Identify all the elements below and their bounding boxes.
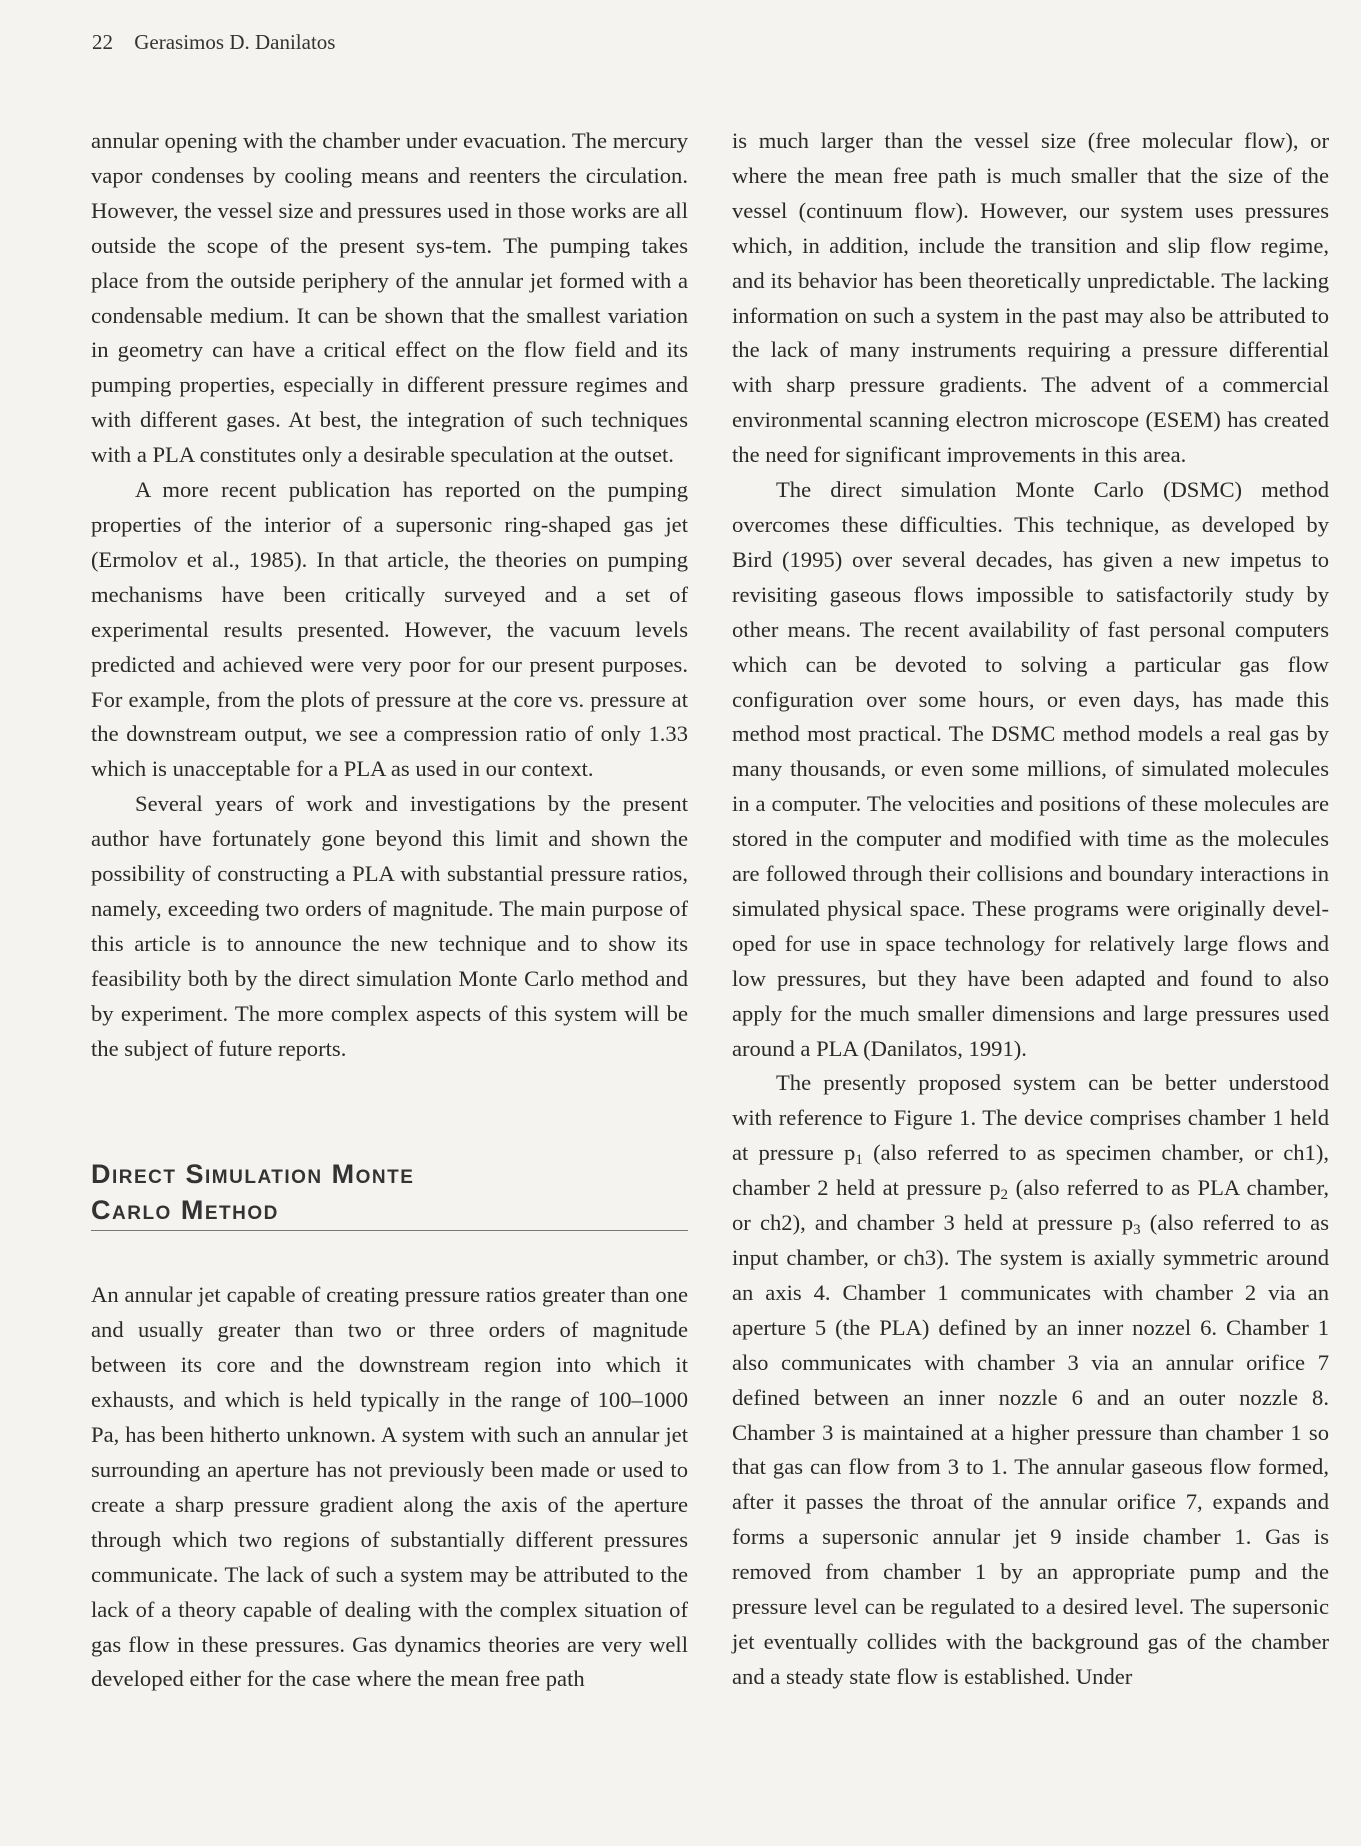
text-run: The presently proposed system can be better understood with reference to Figure 1. The device comprises chamber 1 held at pressure p: [732, 1070, 1329, 1166]
subscript: 3: [1133, 1222, 1141, 1239]
left-column: [91, 124, 688, 1697]
running-head: [92, 30, 335, 55]
paragraph: A more recent publication has reported on the pumping properties of the interior of a supersonic ring-shaped gas jet (Ermolov et al., 1985). In that article, the theories on pumping mechanisms have been critically surveyed and a set of experimental results presented. However, the vacuum levels predicted and achieved were very poor for our present purposes. For example, from the plots of pressure at the core vs. pressure at the downstream output, we see a compression ratio of only 1.33 which is unacceptable for a PLA as used in our context.: [91, 477, 688, 782]
running-head-author: Gerasimos D. Danilatos: [134, 30, 336, 54]
text-run: (also referred to as PLA chamber, or ch2), and chamber 3 held at pressure p: [732, 1175, 1330, 1236]
subscript: 1: [855, 1152, 863, 1169]
text-run: (also referred to as input chamber, or ch3). The system is axially symmetric around an axis 4. Chamber 1 communicates with chamber 2 via an aperture 5 (the PLA) defined by an inner nozzel 6. Chamber 1 also communicates with chamber 3 via an annular orifice 7 defined between an inner nozzle 6 and an outer nozzle 8. Chamber 3 is maintained at a higher pressure than chamber 1 so that gas can flow from 3 to 1. The annular gaseous flow formed, after it passes the throat of the annular orifice 7, expands and forms a supersonic annular jet 9 inside chamber 1. Gas is removed from chamber 1 by an appropriate pump and the pressure level can be regulated to a desired level. The supersonic jet eventually collides with the background gas of the chamber and a steady state flow is established. Under: [732, 1210, 1329, 1689]
section-heading: [91, 1156, 688, 1231]
subscript: 2: [1000, 1187, 1009, 1204]
paragraph-with-subscripts: [732, 1066, 1329, 1694]
page-number: 22: [92, 30, 113, 54]
paragraph: The direct simulation Monte Carlo (DSMC) method overcomes these difficulties. This technique, as developed by Bird (1995) over several decades, has given a new impetus to revisiting gaseous flows impossible to satisfactorily study by other means. The recent availability of fast personal computers which can be devoted to solving a particular gas flow configuration over some hours, or even days, has made this method most practical. The DSMC method models a real gas by many thousands, or even some millions, of simulated molecules in a computer. The velocities and positions of these molecules are stored in the computer and modified with time as the molecules are followed through their collisions and boundary interactions in simulated physical space. These programs were originally developed for use in space technology for relatively large flows and low pressures, but they have been adapted and found to also apply for the much smaller dimensions and large pressures used around a PLA (Danilatos, 1991).: [732, 477, 1329, 1061]
section-heading-line: Carlo Method: [91, 1195, 279, 1226]
paragraph: is much larger than the vessel size (free molecular flow), or where the mean free path is much smaller that the size of the vessel (continuum flow). However, our system uses pressures which, in addition, include the transition and slip flow regime, and its behavior has been theoretically unpredictable. The lacking information on such a system in the past may also be attributed to the lack of many instruments requiring a pressure differential with sharp pressure gradients. The advent of a commercial environmental scanning electron microscope (ESEM) has created the need for significant improvements in this area.: [732, 128, 1329, 468]
paragraph: annular opening with the chamber under evacuation. The mercury vapor condenses by cooling means and reenters the circulation. However, the vessel size and pressures used in those works are all outside the scope of the present sys-tem. The pumping takes place from the outside periphery of the annular jet formed with a condensable medium. It can be shown that the smallest variation in geometry can have a critical effect on the flow field and its pumping properties, especially in different pressure regimes and with different gases. At best, the integration of such techniques with a PLA constitutes only a desirable speculation at the outset.: [91, 128, 688, 468]
right-column: [732, 124, 1329, 1695]
section-heading-line: Direct Simulation Monte: [91, 1159, 415, 1190]
paragraph: Several years of work and investigations by the present author have fortunately gone beyond this limit and shown the possibility of constructing a PLA with substantial pressure ratios, namely, exceeding two orders of magnitude. The main purpose of this article is to announce the new technique and to show its feasibility both by the direct simulation Monte Carlo method and by experiment. The more complex aspects of this system will be the subject of future reports.: [91, 791, 688, 1061]
paragraph: An annular jet capable of creating pressure ratios greater than one and usually greater than two or three orders of magnitude between its core and the downstream region into which it exhausts, and which is held typically in the range of 100–1000 Pa, has been hitherto unknown. A system with such an annular jet surrounding an aperture has not previously been made or used to create a sharp pressure gradient along the axis of the aperture through which two regions of substantially different pressures communicate. The lack of such a system may be attributed to the lack of a theory capable of dealing with the complex situation of gas flow in these pressures. Gas dynamics theories are very well developed either for the case where the mean free path: [91, 1282, 688, 1692]
text-run: (also referred to as specimen chamber, or ch1), chamber 2 held at pressure p: [732, 1140, 1329, 1201]
